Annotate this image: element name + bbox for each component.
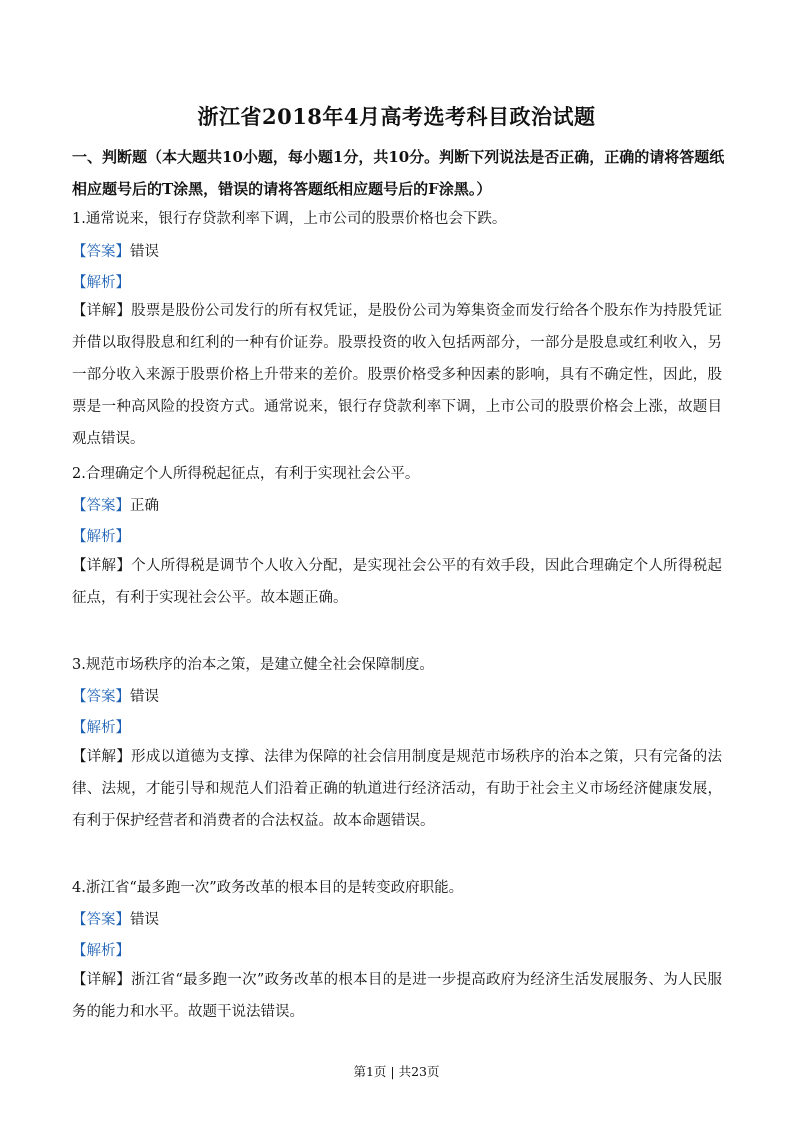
answer-line — [72, 494, 727, 515]
answer-tag: 【答案】 — [72, 244, 130, 260]
section-heading: 一、判断题（本大题共10小题，每小题1分，共10分。判断下列说法是否正确，正确的请将答题纸相应题号后的T涂黑，错误的请将答题纸相应题号后的F涂黑。） — [72, 148, 725, 198]
detail-paragraph — [72, 964, 722, 1028]
answer-tag: 【答案】 — [72, 912, 130, 928]
page-footer: 第1页 | 共23页 — [353, 1064, 440, 1079]
answer-tag: 【答案】 — [72, 689, 130, 705]
answer-value: 错误 — [130, 244, 159, 260]
detail-tag: 【详解】 — [72, 558, 132, 574]
detail-text: 股票是股份公司发行的所有权凭证，是股份公司为筹集资金而发行给各个股东作为持股凭证并借以取得股息和红利的一种有价证券。股票投资的收入包括两部分，一部分是股息或红利收入，另一部分收入来源于股票价格上升带来的差价。股票价格受多种因素的影响，具有不确定性，因此，股票是一种高风险的投资方式。通常说来，银行存贷款利率下调，上市公司的股票价格会上涨，故题目观点错误。 — [72, 303, 723, 447]
detail-text: 个人所得税是调节个人收入分配，是实现社会公平的有效手段，因此合理确定个人所得税起征点，有利于实现社会公平。故本题正确。 — [72, 558, 723, 606]
detail-paragraph — [72, 550, 722, 614]
analysis-line — [72, 716, 727, 737]
detail-text: 形成以道德为支撑、法律为保障的社会信用制度是规范市场秩序的治本之策，只有完备的法律、法规，才能引导和规范人们沿着正确的轨道进行经济活动，有助于社会主义市场经济健康发展，有利于保护经营者和消费者的合法权益。故本命题错误。 — [72, 749, 723, 829]
detail-tag: 【详解】 — [72, 303, 132, 319]
detail-tag: 【详解】 — [72, 749, 132, 765]
analysis-tag: 【解析】 — [72, 275, 130, 291]
answer-line — [72, 685, 727, 706]
analysis-tag: 【解析】 — [72, 529, 130, 545]
answer-value: 错误 — [130, 912, 159, 928]
question-stem: 1.通常说来，银行存贷款利率下调，上市公司的股票价格也会下跌。 — [72, 211, 507, 227]
page-title: 浙江省2018年4月高考选考科目政治试题 — [197, 104, 596, 129]
answer-value: 正确 — [130, 498, 159, 514]
answer-line — [72, 240, 727, 261]
analysis-line — [72, 525, 727, 546]
answer-line — [72, 908, 727, 929]
detail-paragraph — [72, 741, 722, 837]
detail-text: 浙江省“最多跑一次”政务改革的根本目的是进一步提高政府为经济生活发展服务、为人民服务的能力和水平。故题干说法错误。 — [72, 972, 722, 1020]
detail-tag: 【详解】 — [72, 972, 132, 988]
detail-paragraph — [72, 295, 722, 455]
question-stem: 2.合理确定个人所得税起征点，有利于实现社会公平。 — [72, 466, 420, 482]
question-stem: 4.浙江省“最多跑一次”政务改革的根本目的是转变政府职能。 — [72, 880, 464, 896]
analysis-tag: 【解析】 — [72, 720, 130, 736]
analysis-line — [72, 939, 727, 960]
analysis-line — [72, 271, 727, 292]
analysis-tag: 【解析】 — [72, 943, 130, 959]
question-stem: 3.规范市场秩序的治本之策，是建立健全社会保障制度。 — [72, 657, 434, 673]
answer-tag: 【答案】 — [72, 498, 130, 514]
answer-value: 错误 — [130, 689, 159, 705]
